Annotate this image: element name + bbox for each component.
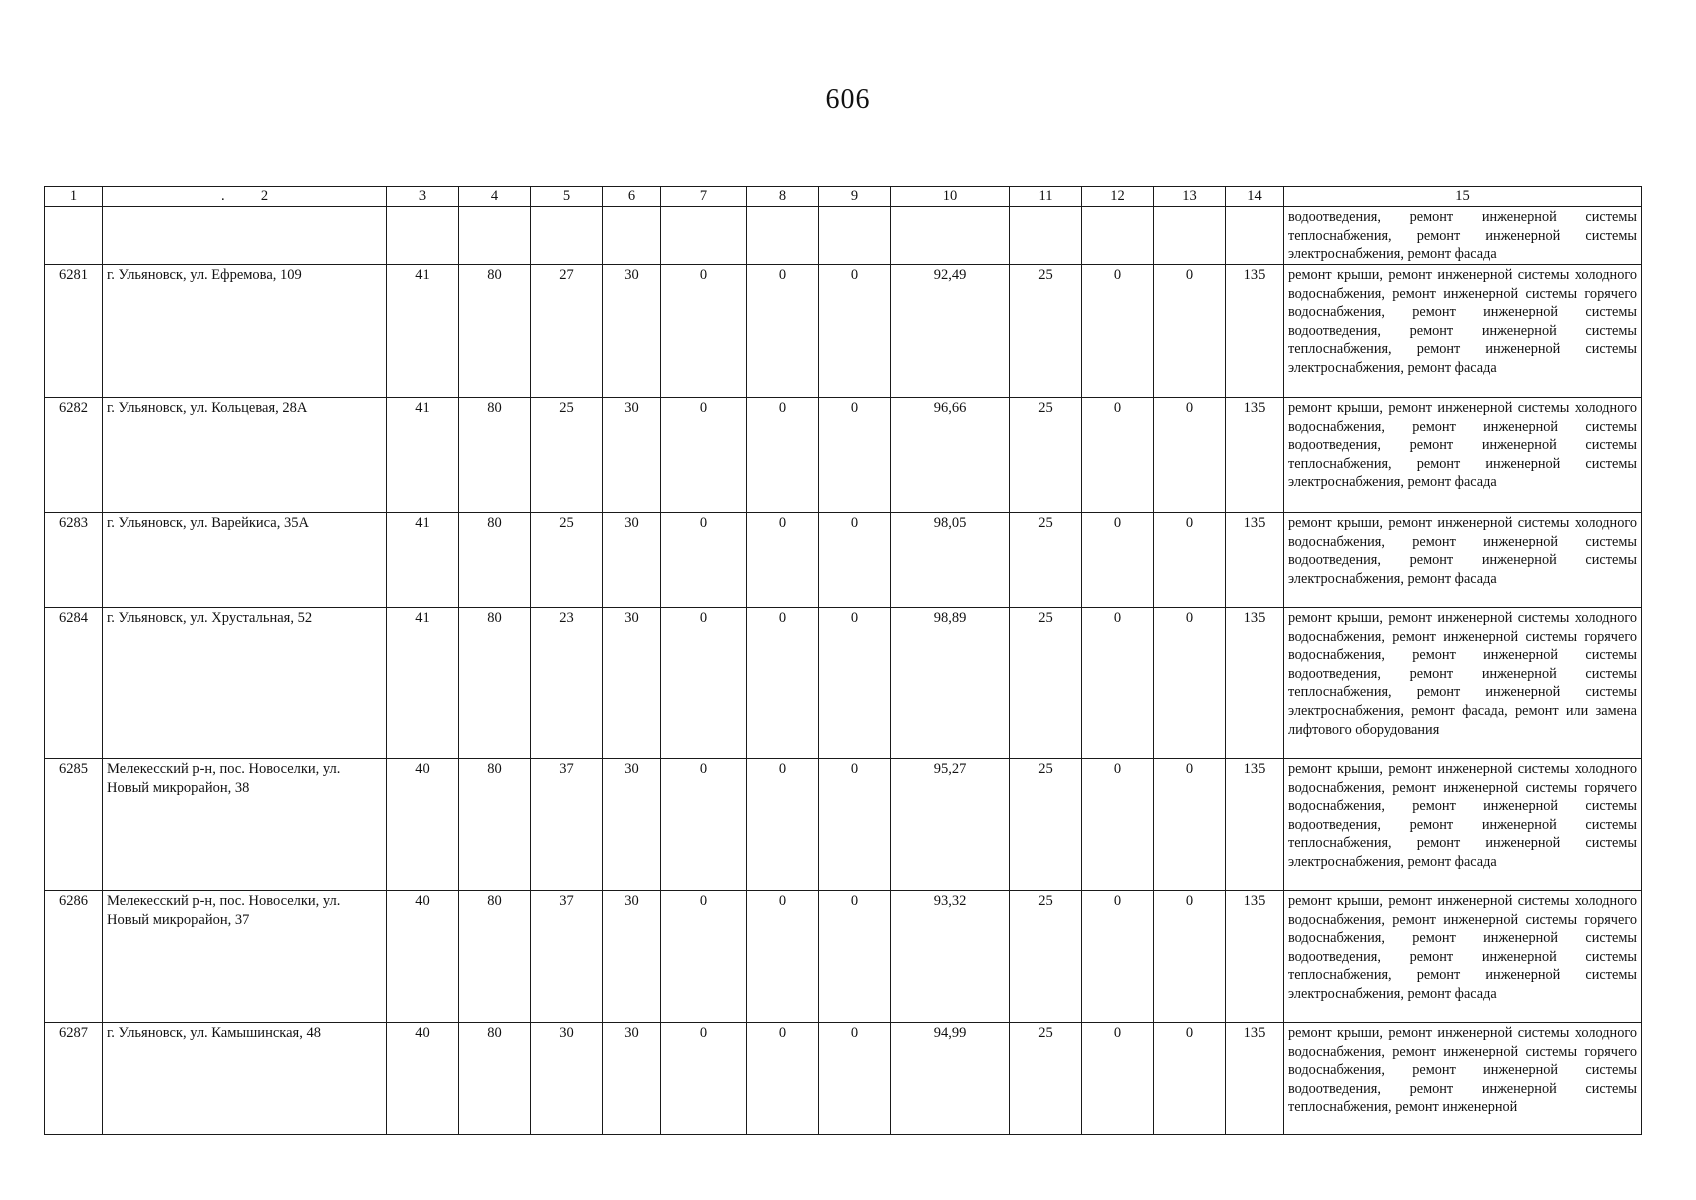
repair-works-cell: ремонт крыши, ремонт инженерной системы холодного водоснабжения, ремонт инженерной системы горячего водоснабжения, ремонт инженерной системы водоотведения, ремонт инженерной системы теплоснабжения, ремонт инженерной: [1284, 1023, 1642, 1135]
address-cell: г. Ульяновск, ул. Хрустальная, 52: [103, 608, 387, 759]
repair-works-cell: водоотведения, ремонт инженерной системы теплоснабжения, ремонт инженерной системы электроснабжения, ремонт фасада: [1284, 207, 1642, 265]
repair-program-table: [44, 186, 1642, 1135]
table-row: [45, 513, 1642, 608]
table-cell: 0: [1154, 608, 1226, 759]
column-header: 15: [1284, 187, 1642, 207]
table-cell: 30: [603, 759, 661, 891]
table-cell: 0: [747, 759, 819, 891]
table-row: [45, 398, 1642, 513]
row-number: 6281: [45, 265, 103, 398]
table-cell: 0: [819, 891, 891, 1023]
table-cell: 0: [661, 891, 747, 1023]
table-cell: 41: [387, 265, 459, 398]
table-cell: 0: [1082, 513, 1154, 608]
table-cell: 30: [531, 1023, 603, 1135]
table-cell: 27: [531, 265, 603, 398]
table-cell: 41: [387, 608, 459, 759]
table-cell: 0: [1082, 265, 1154, 398]
table-row: [45, 759, 1642, 891]
table-cell: [531, 207, 603, 265]
table-cell: 80: [459, 1023, 531, 1135]
table-cell: 40: [387, 1023, 459, 1135]
column-header: 3: [387, 187, 459, 207]
table-cell: 0: [747, 398, 819, 513]
row-number: 6284: [45, 608, 103, 759]
table-cell: [45, 207, 103, 265]
table-cell: 0: [1154, 1023, 1226, 1135]
table-cell: 80: [459, 513, 531, 608]
repair-works-cell: ремонт крыши, ремонт инженерной системы холодного водоснабжения, ремонт инженерной системы водоотведения, ремонт инженерной системы электроснабжения, ремонт фасада: [1284, 513, 1642, 608]
column-header: 13: [1154, 187, 1226, 207]
table-cell: 98,05: [891, 513, 1010, 608]
table-cell: 98,89: [891, 608, 1010, 759]
table-cell: 0: [1082, 1023, 1154, 1135]
table-cell: 25: [531, 398, 603, 513]
table-cell: 0: [1154, 265, 1226, 398]
row-number: 6282: [45, 398, 103, 513]
table-cell: 0: [1154, 759, 1226, 891]
column-header: 7: [661, 187, 747, 207]
table-cell: [1226, 207, 1284, 265]
column-header: 10: [891, 187, 1010, 207]
table-cell: 135: [1226, 513, 1284, 608]
row-number: 6287: [45, 1023, 103, 1135]
table-cell: 25: [1010, 513, 1082, 608]
table-cell: 80: [459, 891, 531, 1023]
table-cell: 0: [819, 1023, 891, 1135]
column-header: 11: [1010, 187, 1082, 207]
table-cell: [103, 207, 387, 265]
table-cell: 40: [387, 891, 459, 1023]
table-cell: 135: [1226, 891, 1284, 1023]
table-cell: [747, 207, 819, 265]
table-cell: 25: [531, 513, 603, 608]
table-cell: [661, 207, 747, 265]
table-cell: [603, 207, 661, 265]
table-cell: 94,99: [891, 1023, 1010, 1135]
table-cell: 0: [661, 513, 747, 608]
table-cell: 95,27: [891, 759, 1010, 891]
table-cell: 30: [603, 891, 661, 1023]
repair-works-cell: ремонт крыши, ремонт инженерной системы холодного водоснабжения, ремонт инженерной системы горячего водоснабжения, ремонт инженерной системы водоотведения, ремонт инженерной системы теплоснабжения, ремонт инженерной системы электроснабжения, ремонт фасада: [1284, 265, 1642, 398]
table-cell: 25: [1010, 608, 1082, 759]
table-cell: 25: [1010, 759, 1082, 891]
table-cell: 135: [1226, 759, 1284, 891]
table-cell: 0: [661, 759, 747, 891]
table-cell: 0: [747, 1023, 819, 1135]
table-cell: [387, 207, 459, 265]
table-cell: 0: [747, 513, 819, 608]
table-cell: 93,32: [891, 891, 1010, 1023]
table-cell: 25: [1010, 398, 1082, 513]
table-cell: 92,49: [891, 265, 1010, 398]
table-cell: 135: [1226, 1023, 1284, 1135]
table-cell: 41: [387, 513, 459, 608]
table-cell: 37: [531, 891, 603, 1023]
table-cell: 30: [603, 513, 661, 608]
column-header: 1: [45, 187, 103, 207]
page-number: 606: [825, 84, 871, 115]
table-cell: 135: [1226, 608, 1284, 759]
table-cell: 80: [459, 265, 531, 398]
table-cell: 0: [661, 608, 747, 759]
table-cell: 96,66: [891, 398, 1010, 513]
table-cell: 0: [1154, 513, 1226, 608]
table-cell: 0: [1082, 608, 1154, 759]
table-row: [45, 265, 1642, 398]
address-cell: Мелекесский р-н, пос. Новоселки, ул. Новый микрорайон, 38: [103, 759, 387, 891]
table-cell: 0: [747, 608, 819, 759]
table-cell: 80: [459, 398, 531, 513]
table-cell: 0: [819, 398, 891, 513]
table-row: [45, 891, 1642, 1023]
table-cell: 0: [819, 759, 891, 891]
row-number: 6283: [45, 513, 103, 608]
table-cell: 30: [603, 608, 661, 759]
table-cell: 135: [1226, 265, 1284, 398]
table-cell: 40: [387, 759, 459, 891]
table-cell: 25: [1010, 1023, 1082, 1135]
address-cell: г. Ульяновск, ул. Кольцевая, 28А: [103, 398, 387, 513]
table-cell: 30: [603, 265, 661, 398]
column-header: 14: [1226, 187, 1284, 207]
repair-works-cell: ремонт крыши, ремонт инженерной системы холодного водоснабжения, ремонт инженерной системы горячего водоснабжения, ремонт инженерной системы водоотведения, ремонт инженерной системы теплоснабжения, ремонт инженерной системы электроснабжения, ремонт фасада: [1284, 891, 1642, 1023]
table-row: [45, 608, 1642, 759]
column-header: 4: [459, 187, 531, 207]
table-cell: 0: [1082, 759, 1154, 891]
table-cell: 25: [1010, 891, 1082, 1023]
repair-works-cell: ремонт крыши, ремонт инженерной системы холодного водоснабжения, ремонт инженерной системы горячего водоснабжения, ремонт инженерной системы водоотведения, ремонт инженерной системы теплоснабжения, ремонт инженерной системы электроснабжения, ремонт фасада: [1284, 759, 1642, 891]
table-cell: 0: [1082, 398, 1154, 513]
table-cell: 80: [459, 759, 531, 891]
table-cell: 30: [603, 398, 661, 513]
table-cell: 0: [819, 265, 891, 398]
column-header: 9: [819, 187, 891, 207]
column-number-header-row: [45, 187, 1642, 207]
column-header: 12: [1082, 187, 1154, 207]
table-cell: 0: [1154, 398, 1226, 513]
table-cell: 23: [531, 608, 603, 759]
table-cell: 30: [603, 1023, 661, 1135]
table-cell: 0: [661, 398, 747, 513]
table-cell: [819, 207, 891, 265]
table-cell: 37: [531, 759, 603, 891]
table-cell: 80: [459, 608, 531, 759]
repair-works-cell: ремонт крыши, ремонт инженерной системы холодного водоснабжения, ремонт инженерной системы горячего водоснабжения, ремонт инженерной системы водоотведения, ремонт инженерной системы теплоснабжения, ремонт инженерной системы электроснабжения, ремонт фасада, ремонт или замена лифтового оборудования: [1284, 608, 1642, 759]
table-row-continuation: [45, 207, 1642, 265]
table-cell: 0: [747, 265, 819, 398]
table-cell: 0: [661, 265, 747, 398]
address-cell: г. Ульяновск, ул. Камышинская, 48: [103, 1023, 387, 1135]
table-row: [45, 1023, 1642, 1135]
column-header: 6: [603, 187, 661, 207]
table-cell: [891, 207, 1010, 265]
table-cell: 41: [387, 398, 459, 513]
column-header: . 2: [103, 187, 387, 207]
column-header: 8: [747, 187, 819, 207]
table-cell: [1010, 207, 1082, 265]
address-cell: г. Ульяновск, ул. Ефремова, 109: [103, 265, 387, 398]
address-cell: Мелекесский р-н, пос. Новоселки, ул. Новый микрорайон, 37: [103, 891, 387, 1023]
table-cell: 0: [1154, 891, 1226, 1023]
table-cell: [1082, 207, 1154, 265]
table-cell: 0: [661, 1023, 747, 1135]
row-number: 6285: [45, 759, 103, 891]
table-cell: 135: [1226, 398, 1284, 513]
address-cell: г. Ульяновск, ул. Варейкиса, 35А: [103, 513, 387, 608]
table-cell: [459, 207, 531, 265]
table-cell: 0: [747, 891, 819, 1023]
row-number: 6286: [45, 891, 103, 1023]
table-cell: 0: [1082, 891, 1154, 1023]
table-cell: 25: [1010, 265, 1082, 398]
column-header: 5: [531, 187, 603, 207]
table-cell: 0: [819, 608, 891, 759]
table-cell: [1154, 207, 1226, 265]
repair-works-cell: ремонт крыши, ремонт инженерной системы холодного водоснабжения, ремонт инженерной системы водоотведения, ремонт инженерной системы теплоснабжения, ремонт инженерной системы электроснабжения, ремонт фасада: [1284, 398, 1642, 513]
table-cell: 0: [819, 513, 891, 608]
